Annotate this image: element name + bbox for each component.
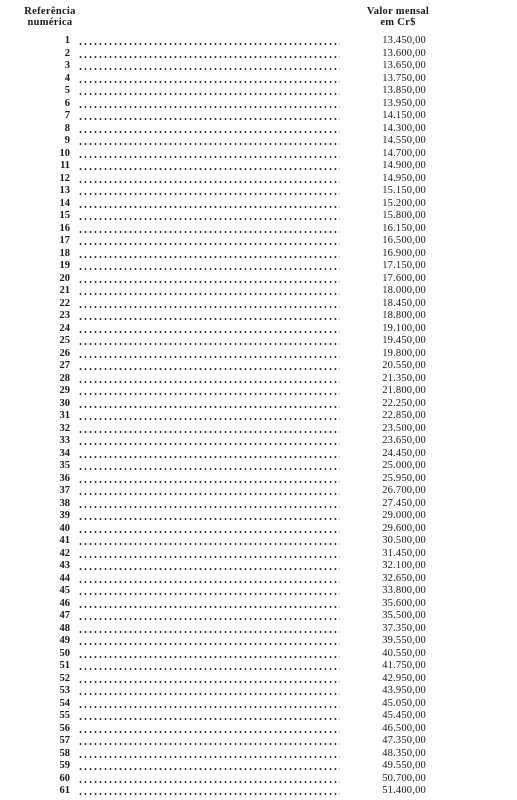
reference-number: 19	[59, 260, 70, 271]
dot-leader	[78, 168, 340, 170]
dot-leader	[78, 556, 340, 558]
dot-leader	[78, 93, 340, 95]
reference-number: 50	[59, 647, 70, 659]
monthly-value: 17.600,00	[382, 272, 426, 284]
dot-leader	[78, 368, 340, 370]
dot-leader	[78, 693, 340, 695]
dot-leader	[78, 218, 340, 220]
dot-leader	[78, 406, 340, 408]
dot-leader	[78, 193, 340, 195]
monthly-value: 14.900,00	[382, 160, 426, 171]
monthly-value: 35.600,00	[382, 597, 426, 609]
dot-leader	[78, 393, 340, 395]
monthly-value: 13.850,00	[382, 85, 426, 96]
table-row	[0, 210, 517, 223]
dot-leader	[78, 431, 340, 433]
monthly-value: 45.450,00	[382, 710, 426, 721]
monthly-value: 13.650,00	[382, 60, 426, 71]
dot-leader	[78, 568, 340, 570]
salary-table	[0, 35, 517, 798]
reference-number: 31	[59, 410, 70, 421]
dot-leader	[78, 706, 340, 708]
reference-number: 25	[59, 335, 70, 346]
reference-number: 55	[59, 710, 70, 721]
dot-leader	[78, 468, 340, 470]
monthly-value: 18.800,00	[382, 310, 426, 321]
monthly-value: 25.950,00	[382, 472, 426, 484]
monthly-value: 29.000,00	[382, 510, 426, 521]
reference-number: 34	[59, 447, 70, 459]
dot-leader	[78, 443, 340, 445]
monthly-value: 31.450,00	[382, 547, 426, 559]
dot-leader	[78, 718, 340, 720]
dot-leader	[78, 531, 340, 533]
reference-number: 38	[59, 497, 70, 509]
reference-number: 23	[59, 310, 70, 321]
monthly-value: 43.950,00	[382, 685, 426, 696]
reference-number: 6	[64, 97, 70, 109]
reference-number: 59	[59, 760, 70, 771]
reference-number: 39	[59, 510, 70, 521]
reference-number: 60	[59, 772, 70, 784]
table-row	[0, 60, 517, 73]
table-row	[0, 460, 517, 473]
reference-number: 7	[64, 110, 70, 121]
table-row	[0, 123, 517, 136]
reference-number: 40	[59, 522, 70, 534]
monthly-value: 29.600,00	[382, 522, 426, 534]
reference-number: 33	[59, 435, 70, 446]
reference-number: 15	[59, 210, 70, 221]
monthly-value: 30.500,00	[382, 535, 426, 546]
reference-number: 54	[59, 697, 70, 709]
monthly-value: 23.650,00	[382, 435, 426, 446]
monthly-value: 16.900,00	[382, 247, 426, 259]
dot-leader	[78, 256, 340, 258]
table-row	[0, 223, 517, 236]
table-row	[0, 285, 517, 298]
table-row	[0, 548, 517, 561]
table-row	[0, 710, 517, 723]
reference-number: 26	[59, 347, 70, 359]
dot-leader	[78, 381, 340, 383]
monthly-value: 14.150,00	[382, 110, 426, 121]
monthly-value: 18.450,00	[382, 297, 426, 309]
monthly-value: 14.550,00	[382, 135, 426, 146]
table-row	[0, 385, 517, 398]
monthly-value: 13.600,00	[382, 47, 426, 59]
table-row	[0, 498, 517, 511]
reference-number: 17	[59, 235, 70, 246]
table-row	[0, 160, 517, 173]
reference-number: 12	[59, 172, 70, 184]
table-row	[0, 235, 517, 248]
monthly-value: 21.350,00	[382, 372, 426, 384]
table-row	[0, 398, 517, 411]
table-row	[0, 523, 517, 536]
monthly-value: 14.950,00	[382, 172, 426, 184]
monthly-value: 19.100,00	[382, 322, 426, 334]
monthly-value: 19.800,00	[382, 347, 426, 359]
reference-number: 13	[59, 185, 70, 196]
monthly-value: 23.500,00	[382, 422, 426, 434]
monthly-value: 24.450,00	[382, 447, 426, 459]
dot-leader	[78, 606, 340, 608]
monthly-value: 49.550,00	[382, 760, 426, 771]
monthly-value: 27.450,00	[382, 497, 426, 509]
reference-number: 9	[64, 135, 70, 146]
table-row	[0, 360, 517, 373]
table-row	[0, 310, 517, 323]
dot-leader	[78, 743, 340, 745]
dot-leader	[78, 493, 340, 495]
reference-number: 5	[64, 85, 70, 96]
reference-number: 27	[59, 360, 70, 371]
reference-number: 52	[59, 672, 70, 684]
monthly-value: 22.850,00	[382, 410, 426, 421]
monthly-value: 20.550,00	[382, 360, 426, 371]
dot-leader	[78, 181, 340, 183]
monthly-value: 14.300,00	[382, 122, 426, 134]
reference-number: 51	[59, 660, 70, 671]
table-row	[0, 348, 517, 361]
reference-number: 58	[59, 747, 70, 759]
monthly-value: 25.000,00	[382, 460, 426, 471]
table-row	[0, 185, 517, 198]
table-row	[0, 48, 517, 61]
reference-number: 18	[59, 247, 70, 259]
monthly-value: 13.450,00	[382, 35, 426, 46]
monthly-value: 41.750,00	[382, 660, 426, 671]
table-row	[0, 473, 517, 486]
dot-leader	[78, 781, 340, 783]
dot-leader	[78, 756, 340, 758]
monthly-value: 21.800,00	[382, 385, 426, 396]
reference-number: 56	[59, 722, 70, 734]
reference-number: 24	[59, 322, 70, 334]
monthly-value: 13.950,00	[382, 97, 426, 109]
dot-leader	[78, 306, 340, 308]
dot-leader	[78, 506, 340, 508]
table-row	[0, 598, 517, 611]
dot-leader	[78, 106, 340, 108]
reference-number: 47	[59, 610, 70, 621]
monthly-value: 14.700,00	[382, 147, 426, 159]
reference-number: 32	[59, 422, 70, 434]
dot-leader	[78, 68, 340, 70]
reference-number: 16	[59, 222, 70, 234]
monthly-value: 32.100,00	[382, 560, 426, 571]
reference-number: 46	[59, 597, 70, 609]
reference-number: 29	[59, 385, 70, 396]
table-row	[0, 198, 517, 211]
table-row	[0, 623, 517, 636]
table-row	[0, 85, 517, 98]
table-row	[0, 260, 517, 273]
table-row	[0, 673, 517, 686]
reference-number: 41	[59, 535, 70, 546]
reference-number: 42	[59, 547, 70, 559]
reference-number: 30	[59, 397, 70, 409]
dot-leader	[78, 518, 340, 520]
reference-number: 10	[59, 147, 70, 159]
reference-number: 3	[64, 60, 70, 71]
table-row	[0, 110, 517, 123]
dot-leader	[78, 593, 340, 595]
monthly-value: 19.450,00	[382, 335, 426, 346]
monthly-value: 15.800,00	[382, 210, 426, 221]
table-row	[0, 410, 517, 423]
dot-leader	[78, 43, 340, 45]
table-row	[0, 135, 517, 148]
header-reference-line1: Referência	[24, 6, 76, 17]
table-row	[0, 298, 517, 311]
reference-number: 61	[59, 785, 70, 796]
monthly-value: 50.700,00	[382, 772, 426, 784]
table-row	[0, 98, 517, 111]
reference-number: 11	[60, 160, 70, 171]
reference-number: 53	[59, 685, 70, 696]
dot-leader	[78, 56, 340, 58]
table-row	[0, 785, 517, 798]
monthly-value: 15.150,00	[382, 185, 426, 196]
table-row	[0, 373, 517, 386]
table-row	[0, 660, 517, 673]
monthly-value: 16.150,00	[382, 222, 426, 234]
monthly-value: 39.550,00	[382, 635, 426, 646]
monthly-value: 42.950,00	[382, 672, 426, 684]
table-row	[0, 698, 517, 711]
monthly-value: 47.350,00	[382, 735, 426, 746]
header-value-line2: em Cr$	[380, 17, 416, 28]
table-row	[0, 773, 517, 786]
table-row	[0, 248, 517, 261]
table-row	[0, 335, 517, 348]
table-row	[0, 323, 517, 336]
dot-leader	[78, 456, 340, 458]
dot-leader	[78, 281, 340, 283]
monthly-value: 35.500,00	[382, 610, 426, 621]
header-value-line1: Valor mensal	[366, 6, 430, 17]
table-row	[0, 585, 517, 598]
table-row	[0, 510, 517, 523]
table-row	[0, 535, 517, 548]
reference-number: 28	[59, 372, 70, 384]
monthly-value: 37.350,00	[382, 622, 426, 634]
dot-leader	[78, 731, 340, 733]
table-row	[0, 573, 517, 586]
monthly-value: 16.500,00	[382, 235, 426, 246]
dot-leader	[78, 268, 340, 270]
dot-leader	[78, 793, 340, 795]
dot-leader	[78, 768, 340, 770]
dot-leader	[78, 418, 340, 420]
table-row	[0, 35, 517, 48]
monthly-value: 51.400,00	[382, 785, 426, 796]
reference-number: 35	[59, 460, 70, 471]
dot-leader	[78, 643, 340, 645]
dot-leader	[78, 656, 340, 658]
dot-leader	[78, 343, 340, 345]
table-row	[0, 173, 517, 186]
reference-number: 21	[59, 285, 70, 296]
dot-leader	[78, 543, 340, 545]
reference-number: 37	[59, 485, 70, 496]
dot-leader	[78, 143, 340, 145]
reference-number: 48	[59, 622, 70, 634]
dot-leader	[78, 293, 340, 295]
monthly-value: 45.050,00	[382, 697, 426, 709]
dot-leader	[78, 331, 340, 333]
header-reference-line2: numérica	[27, 17, 73, 28]
dot-leader	[78, 318, 340, 320]
table-row	[0, 648, 517, 661]
monthly-value: 48.350,00	[382, 747, 426, 759]
dot-leader	[78, 118, 340, 120]
table-row	[0, 435, 517, 448]
reference-number: 57	[59, 735, 70, 746]
reference-number: 44	[59, 572, 70, 584]
dot-leader	[78, 481, 340, 483]
monthly-value: 26.700,00	[382, 485, 426, 496]
dot-leader	[78, 581, 340, 583]
monthly-value: 40.550,00	[382, 647, 426, 659]
table-row	[0, 485, 517, 498]
table-row	[0, 560, 517, 573]
dot-leader	[78, 243, 340, 245]
dot-leader	[78, 668, 340, 670]
table-row	[0, 448, 517, 461]
reference-number: 49	[59, 635, 70, 646]
dot-leader	[78, 356, 340, 358]
dot-leader	[78, 631, 340, 633]
monthly-value: 33.800,00	[382, 585, 426, 596]
reference-number: 8	[64, 122, 70, 134]
reference-number: 22	[59, 297, 70, 309]
reference-number: 2	[64, 47, 70, 59]
dot-leader	[78, 231, 340, 233]
table-row	[0, 273, 517, 286]
table-row	[0, 748, 517, 761]
monthly-value: 18.000,00	[382, 285, 426, 296]
reference-number: 1	[64, 35, 70, 46]
reference-number: 43	[59, 560, 70, 571]
table-row	[0, 148, 517, 161]
column-header-reference	[0, 6, 100, 28]
monthly-value: 46.500,00	[382, 722, 426, 734]
monthly-value: 32.650,00	[382, 572, 426, 584]
column-header-value	[352, 6, 444, 28]
monthly-value: 13.750,00	[382, 72, 426, 84]
table-row	[0, 610, 517, 623]
monthly-value: 22.250,00	[382, 397, 426, 409]
monthly-value: 15.200,00	[382, 197, 426, 209]
dot-leader	[78, 681, 340, 683]
dot-leader	[78, 618, 340, 620]
dot-leader	[78, 131, 340, 133]
table-row	[0, 723, 517, 736]
table-row	[0, 685, 517, 698]
reference-number: 4	[64, 72, 70, 84]
reference-number: 20	[59, 272, 70, 284]
dot-leader	[78, 156, 340, 158]
reference-number: 36	[59, 472, 70, 484]
dot-leader	[78, 81, 340, 83]
table-row	[0, 735, 517, 748]
reference-number: 14	[59, 197, 70, 209]
reference-number: 45	[59, 585, 70, 596]
monthly-value: 17.150,00	[382, 260, 426, 271]
table-row	[0, 73, 517, 86]
dot-leader	[78, 206, 340, 208]
table-row	[0, 635, 517, 648]
table-row	[0, 423, 517, 436]
table-row	[0, 760, 517, 773]
